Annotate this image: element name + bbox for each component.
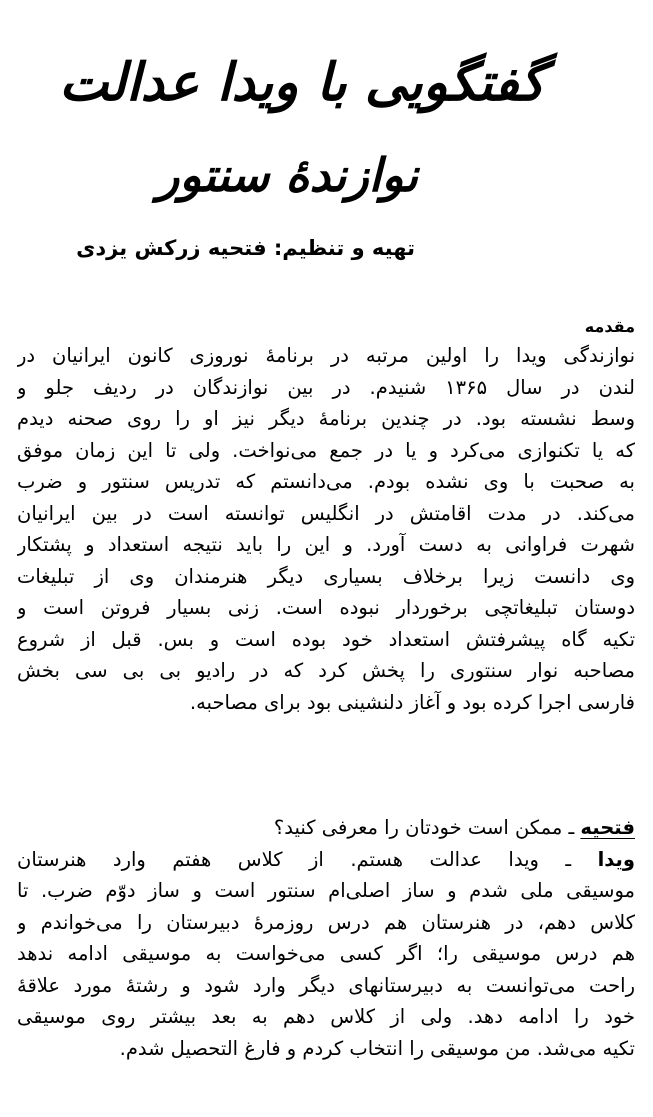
speaker-name: فتحیه bbox=[580, 816, 635, 839]
intro-line: مصاحبه نوار سنتوری را پخش کرد که در رادیو بی بی سی بخش bbox=[17, 659, 635, 682]
byline: تهیه و تنظیم: فتحیه زرکش یزدی bbox=[76, 236, 415, 260]
intro-line: به صحبت با وی نشده بودم. می‌دانستم که تدریس سنتور و ضرب bbox=[17, 470, 635, 493]
intro-paragraph bbox=[17, 340, 635, 718]
answer-line: راحت می‌توانست به دبیرستانهای دیگر وارد شود و رشتهٔ مورد علاقهٔ bbox=[17, 973, 635, 997]
answer-line: موسیقی ملی شدم و ساز اصلی‌ام سنتور است و ساز دوّم ضرب. تا bbox=[17, 879, 635, 902]
question-text: ـ ممکن است خودتان را معرفی کنید؟ bbox=[273, 816, 575, 839]
intro-line: شهرت فراوانی به دست آورد. و این را باید نتیجه استعداد و پشتکار bbox=[17, 533, 635, 556]
interview-section bbox=[17, 812, 635, 1064]
answer-line: هم درس موسیقی را؛ اگر کسی می‌خواست به موسیقی ادامه ندهد bbox=[17, 942, 635, 965]
answer-text: ـ ویدا عدالت هستم. از کلاس هفتم وارد هنرستان bbox=[17, 847, 572, 871]
answer-line: خود را ادامه دهد. ولی از کلاس دهم به بعد بیشتر روی موسیقی bbox=[17, 1005, 635, 1028]
intro-line: وسط نشسته بود. در چندین برنامهٔ دیگر نیز او را روی صحنه دیدم bbox=[17, 407, 635, 430]
intro-line: فارسی اجرا کرده بود و آغاز دلنشینی بود برای مصاحبه. bbox=[189, 690, 635, 714]
intro-line: تکیه گاه پیشرفتش استعداد خود بوده است و بس. قبل از شروع bbox=[17, 627, 635, 651]
intro-line: نوازندگی ویدا را اولین مرتبه در برنامهٔ نوروزی کانون ایرانیان در bbox=[17, 344, 635, 367]
intro-line: می‌کند. در مدت اقامتش در انگلیس توانسته است در بین ایرانیان bbox=[17, 501, 635, 525]
intro-line: دوستان تبلیغاتچی برخوردار نبوده است. زنی بسیار فروتن است و bbox=[17, 596, 635, 619]
intro-heading: مقدمه bbox=[584, 317, 635, 336]
answer-line: تکیه می‌شد. من موسیقی را انتخاب کردم و فارغ التحصیل شدم. bbox=[119, 1036, 635, 1060]
intro-line: وی دانست زیرا برخلاف بسیاری دیگر هنرمندان وی از تبلیغات bbox=[17, 564, 635, 588]
intro-line: که یا تکنوازی می‌کرد و یا در جمع می‌نواخت. ولی تا این زمان موفق bbox=[17, 438, 635, 462]
title-line-1: گفتگویی با ویدا عدالت bbox=[59, 52, 545, 113]
intro-line: لندن در سال ۱۳۶۵ شنیدم. در بین نوازندگان در ردیف جلو و bbox=[17, 375, 635, 399]
interview-answer-first-line bbox=[17, 844, 635, 876]
title-line-2: نوازندهٔ سنتور bbox=[157, 148, 418, 202]
speaker-name: ویدا bbox=[597, 847, 635, 871]
answer-line: کلاس دهم، در هنرستان هم درس روزمرهٔ دبیرستان را می‌خواندم و bbox=[17, 910, 635, 934]
interview-question bbox=[17, 812, 635, 844]
